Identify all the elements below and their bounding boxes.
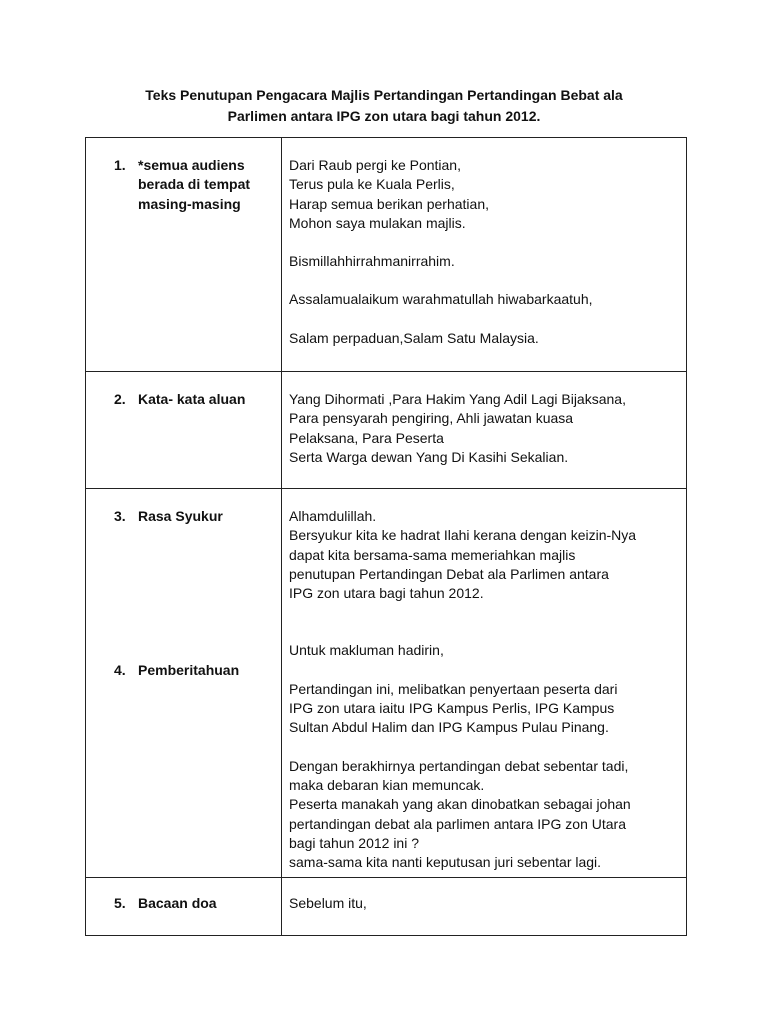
title-line-2: Parlimen antara IPG zon utara bagi tahun 2012.: [227, 108, 541, 124]
text-line: Salam perpaduan,Salam Satu Malaysia.: [289, 329, 539, 346]
text-line: Assalamualaikum warahmatullah hiwabarkaatuh,: [289, 291, 593, 308]
content-cell: [282, 489, 687, 878]
text-paragraph: [289, 252, 680, 271]
table-row: [86, 138, 687, 372]
section-item: [86, 507, 281, 526]
text-line: Bismillahhirrahmanirrahim.: [289, 253, 455, 270]
text-line: Bersyukur kita ke hadrat Ilahi kerana dengan keizin-Nya: [289, 527, 637, 544]
text-line: Serta Warga dewan Yang Di Kasihi Sekalian.: [289, 448, 569, 465]
section-label: masing-masing: [138, 195, 241, 212]
section-number: 1.: [114, 157, 126, 173]
text-line: Dengan berakhirnya pertandingan debat sebentar tadi,: [289, 757, 629, 774]
text-line: Para pensyarah pengiring, Ahli jawatan kuasa: [289, 410, 574, 427]
text-line: pertandingan debat ala parlimen antara IPG zon Utara: [289, 815, 626, 832]
table-row: [86, 489, 687, 878]
section-cell: [86, 372, 282, 489]
section-item: [86, 156, 281, 214]
text-line: sama-sama kita nanti keputusan juri sebentar lagi.: [289, 854, 602, 871]
section-cell: [86, 878, 282, 936]
text-paragraph: [289, 290, 680, 309]
section-number: 5.: [114, 895, 126, 911]
text-line: Harap semua berikan perhatian,: [289, 195, 490, 212]
section-cell: [86, 489, 282, 878]
text-line: IPG zon utara iaitu IPG Kampus Perlis, IPG Kampus: [289, 700, 615, 717]
text-line: Alhamdulillah.: [289, 508, 377, 524]
text-paragraph: [289, 329, 680, 348]
text-line: maka debaran kian memuncak.: [289, 776, 485, 793]
text-paragraph: [289, 894, 680, 913]
text-line: IPG zon utara bagi tahun 2012.: [289, 585, 484, 602]
section-label: Bacaan doa: [138, 895, 217, 911]
section-label: Pemberitahuan: [138, 662, 240, 679]
text-line: Dari Raub pergi ke Pontian,: [289, 157, 461, 173]
content-cell: [282, 878, 687, 936]
table-row: [86, 878, 687, 936]
content-cell: [282, 138, 687, 372]
section-number: 4.: [114, 662, 126, 679]
text-line: Yang Dihormati ,Para Hakim Yang Adil Lagi Bijaksana,: [289, 391, 626, 407]
section-item: [86, 894, 281, 913]
text-line: Peserta manakah yang akan dinobatkan sebagai johan: [289, 796, 631, 813]
text-paragraph: [289, 757, 680, 873]
text-line: bagi tahun 2012 ini ?: [289, 834, 419, 851]
text-line: Sebelum itu,: [289, 895, 367, 911]
section-label: Rasa Syukur: [138, 508, 223, 524]
section-label: berada di tempat: [138, 176, 251, 193]
text-line: Terus pula ke Kuala Perlis,: [289, 176, 455, 193]
pantun-paragraph: [289, 156, 680, 233]
section-label: Kata- kata aluan: [138, 391, 246, 407]
section-number: 2.: [114, 391, 126, 407]
section-cell: [86, 138, 282, 372]
section-item: [86, 390, 281, 409]
text-line: Pelaksana, Para Peserta: [289, 429, 444, 446]
text-paragraph: [289, 680, 680, 738]
text-line: Pertandingan ini, melibatkan penyertaan peserta dari: [289, 680, 618, 697]
table-row: [86, 372, 687, 489]
text-line: penutupan Pertandingan Debat ala Parlimen antara: [289, 565, 609, 582]
text-line: Untuk makluman hadirin,: [289, 642, 444, 659]
text-paragraph: [289, 390, 680, 467]
section-label: *semua audiens: [138, 157, 245, 173]
document-title: [60, 85, 708, 127]
text-paragraph: [289, 507, 680, 603]
section-number: 3.: [114, 508, 126, 524]
text-line: Sultan Abdul Halim dan IPG Kampus Pulau Pinang.: [289, 719, 609, 736]
title-line-1: Teks Penutupan Pengacara Majlis Pertandingan Pertandingan Bebat ala: [145, 87, 623, 103]
content-cell: [282, 372, 687, 489]
text-paragraph: [289, 641, 680, 660]
text-line: Mohon saya mulakan majlis.: [289, 214, 466, 231]
section-item: [86, 661, 281, 680]
text-line: dapat kita bersama-sama memeriahkan majlis: [289, 546, 576, 563]
script-table: [85, 137, 687, 936]
